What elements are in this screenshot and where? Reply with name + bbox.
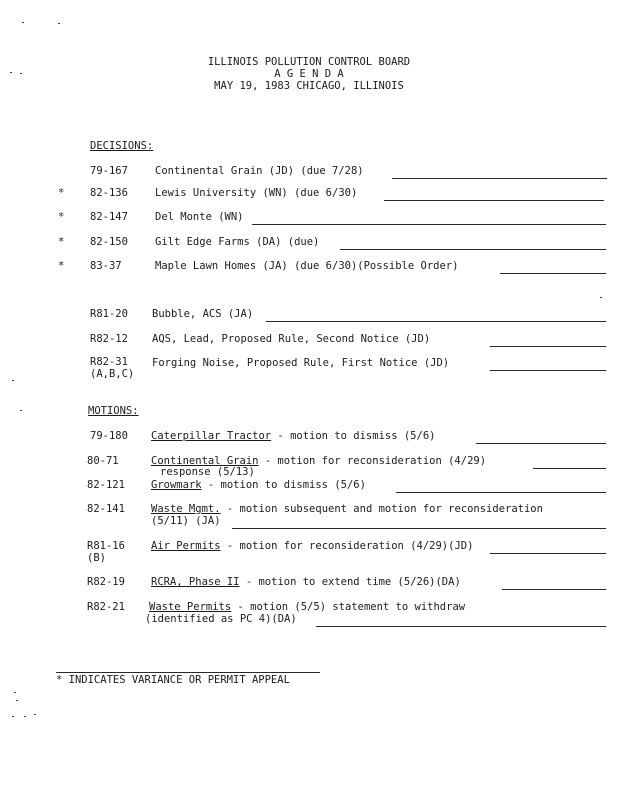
case-title: Waste Mgmt. <box>151 503 221 515</box>
docket-number: R82-31 <box>90 356 128 368</box>
decision-text: Gilt Edge Farms (DA) (due) <box>155 236 320 248</box>
motion-text <box>151 503 543 515</box>
signature-line <box>340 249 606 250</box>
variance-asterisk: * <box>58 236 65 248</box>
variance-asterisk: * <box>58 211 65 223</box>
motion-description: - motion to dismiss (5/6) <box>201 479 366 491</box>
scan-speck <box>20 73 22 74</box>
motions-heading: MOTIONS: <box>88 405 139 417</box>
motion-text <box>151 540 473 552</box>
signature-line <box>396 492 606 493</box>
docket-subparts: (B) <box>87 552 106 564</box>
docket-number: 79-167 <box>90 165 128 177</box>
motion-description: - motion to dismiss (5/6) <box>271 430 436 442</box>
motion-text <box>151 576 461 588</box>
docket-number: 79-180 <box>90 430 128 442</box>
scan-speck <box>24 716 26 717</box>
signature-line <box>502 589 606 590</box>
decision-text: Bubble, ACS (JA) <box>152 308 254 320</box>
motion-description: - motion for reconsideration (4/29) <box>258 455 487 467</box>
scan-speck <box>14 692 16 693</box>
docket-number: R81-16 <box>87 540 125 552</box>
motion-text <box>151 479 366 491</box>
case-title: Caterpillar Tractor <box>151 430 272 442</box>
scan-speck <box>34 714 36 715</box>
signature-line <box>266 321 606 322</box>
case-title: RCRA, Phase II <box>151 576 240 588</box>
signature-line <box>384 200 604 201</box>
signature-line <box>490 346 606 347</box>
motion-description: - motion for reconsideration (4/29)(JD) <box>220 540 474 552</box>
agenda-title: A G E N D A <box>274 68 344 80</box>
signature-line <box>533 468 606 469</box>
docket-number: R82-21 <box>87 601 125 613</box>
decision-text: Maple Lawn Homes (JA) (due 6/30)(Possible Order) <box>155 260 459 272</box>
signature-line <box>476 443 606 444</box>
motion-description: - motion subsequent and motion for reconsideration <box>220 503 543 515</box>
docket-number: 82-136 <box>90 187 128 199</box>
motion-continuation: (5/11) (JA) <box>151 515 221 527</box>
docket-number: 83-37 <box>90 260 122 272</box>
motion-description: - motion to extend time (5/26)(DA) <box>239 576 461 588</box>
decision-text: AQS, Lead, Proposed Rule, Second Notice (JD) <box>152 333 431 345</box>
decisions-heading: DECISIONS: <box>90 140 154 152</box>
scan-speck <box>22 22 24 23</box>
signature-line <box>392 178 607 179</box>
scan-speck <box>58 23 60 24</box>
scan-speck <box>12 380 14 381</box>
docket-number: 82-150 <box>90 236 128 248</box>
decision-text: Forging Noise, Proposed Rule, First Notice (JD) <box>152 357 450 369</box>
docket-number: R82-12 <box>90 333 128 345</box>
variance-asterisk: * <box>58 187 65 199</box>
case-title: Growmark <box>151 479 202 491</box>
motion-continuation: (identified as PC 4)(DA) <box>145 613 297 625</box>
case-title: Continental Grain <box>151 455 259 467</box>
board-name: ILLINOIS POLLUTION CONTROL BOARD <box>207 56 411 68</box>
scan-speck <box>600 297 602 298</box>
signature-line <box>252 224 606 225</box>
motion-description: - motion (5/5) statement to withdraw <box>231 601 466 613</box>
docket-number: 80-71 <box>87 455 119 467</box>
motion-text <box>151 430 435 442</box>
signature-line <box>232 528 606 529</box>
decision-text: Del Monte (WN) <box>155 211 244 223</box>
scan-speck <box>12 716 14 717</box>
docket-number: R82-19 <box>87 576 125 588</box>
variance-asterisk: * <box>58 260 65 272</box>
footnote-rule <box>56 672 320 673</box>
signature-line <box>316 626 606 627</box>
docket-subparts: (A,B,C) <box>90 368 135 380</box>
docket-number: R81-20 <box>90 308 128 320</box>
decision-text: Lewis University (WN) (due 6/30) <box>155 187 358 199</box>
motion-continuation: response (5/13) <box>160 466 255 478</box>
meeting-date-location: MAY 19, 1983 CHICAGO, ILLINOIS <box>214 80 404 92</box>
docket-number: 82-141 <box>87 503 125 515</box>
case-title: Waste Permits <box>149 601 232 613</box>
footnote: * INDICATES VARIANCE OR PERMIT APPEAL <box>56 674 290 686</box>
signature-line <box>500 273 606 274</box>
scan-speck <box>10 72 12 73</box>
scan-speck <box>16 700 18 701</box>
case-title: Air Permits <box>151 540 221 552</box>
scan-speck <box>20 410 22 411</box>
docket-number: 82-147 <box>90 211 128 223</box>
decision-text: Continental Grain (JD) (due 7/28) <box>155 165 364 177</box>
signature-line <box>490 553 606 554</box>
motion-text <box>149 601 465 613</box>
signature-line <box>490 370 606 371</box>
docket-number: 82-121 <box>87 479 125 491</box>
